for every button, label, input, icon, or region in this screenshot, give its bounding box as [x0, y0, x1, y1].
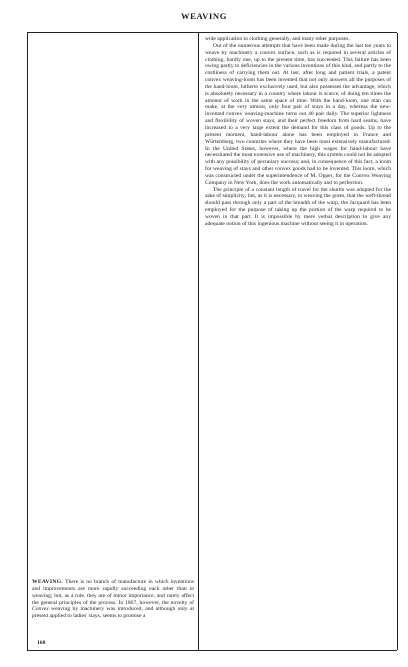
frame-left-rule	[27, 33, 28, 650]
column-divider	[198, 33, 199, 650]
paragraph-text: There is no branch of manufacture in which inventions and improvements are more rapidly succeeding each other than in weaving; but, as a rule, they are of minor importance, and rarely affect the general principles of the process. In 1867, however, the novelty of	[32, 579, 194, 606]
frame-bottom-rule	[27, 650, 397, 651]
page-title: WEAVING	[180, 11, 228, 21]
emphasis-text: Convex	[32, 606, 49, 613]
right-column	[205, 36, 391, 228]
paragraph: The principle of a constant length of travel for the shuttle was adopted for the sake of simplicity; but, as it is necessary, in weaving the gores, that the weft-thread should pass through only a part of the breadth of the warp, the Jacquard has been employed for the purpose of taking up the portion of the warp required to be woven in that part. It is impossible by mere verbal description to give any adequate notion of this ingenious machine without seeing it in operation.	[205, 186, 391, 227]
paragraph-text: weaving by machinery was introduced, and although only at present applied to ladies' stays, seems to promise a	[32, 606, 194, 620]
run-in-heading: WEAVING.	[32, 579, 64, 585]
paragraph: wide application to clothing generally, and many other purposes.	[205, 36, 350, 42]
header-rule	[27, 32, 397, 33]
frame-right-rule	[397, 33, 398, 650]
page-number: 168	[37, 640, 46, 646]
paragraph: Out of the numerous attempts that have been made during the last ten years to weave by machinery a convex surface, such as is required in several articles of clothing, hardly one, up to the present time, has succeeded. This failure has been owing partly to deficiencies in the various inventions of this kind, and partly to the costliness of carrying them out. At last, after long and patient trials, a patent convex weaving-loom has been invented that not only answers all the purposes of the hand-loom, hitherto exclusively used, but also possesses the advantage, which is absolutely necessary in a country where labour is scarce, of doing ten times the amount of work in the same space of time. With the hand-loom, one man can make, at the very utmost, only four pair of stays in a day, whereas the new-invented convex weaving-machine turns out 40 pair daily. The superior lightness and flexibility of woven stays, and their perfect freedom from hard seams, have increased to a very large extent the demand for this class of goods. Up to the present moment, hand-labour alone has been employed in France and Würtemberg, two countries where they have been most extensively manufactured. In the United States, however, where the high wages for hand-labour have necessitated the most extensive use of machinery, this system could not be adopted with any possibility of pecuniary success; and, in consequence of this fact, a loom for weaving of stays and other convex goods had to be invented. This loom, which was constructed under the superintendence of M. Opper, for the Convex Weaving Company in New York, does the work automatically and to perfection.	[205, 42, 391, 186]
paragraph	[32, 579, 194, 620]
left-column	[32, 579, 194, 620]
